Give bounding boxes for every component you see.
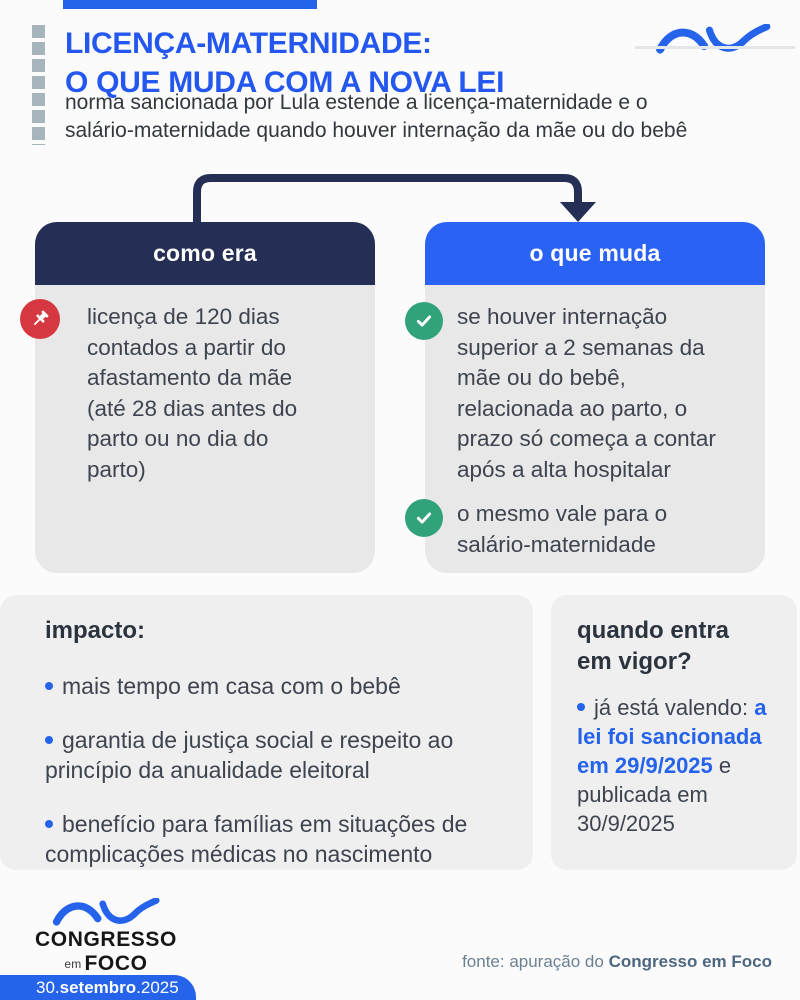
brand-name-top: CONGRESSO <box>35 928 177 951</box>
title-line-1: LICENÇA-MATERNIDADE: <box>65 27 432 60</box>
bullet-dot-icon <box>45 736 53 744</box>
card-como-era <box>35 222 375 573</box>
flow-arrow <box>150 168 620 226</box>
effective-lead: já está valendo: <box>594 695 755 720</box>
source-lead: fonte: apuração do <box>462 952 609 971</box>
list-item <box>45 671 517 701</box>
list-item <box>457 302 749 485</box>
top-accent-bar <box>63 0 317 9</box>
check-icon <box>405 499 443 537</box>
impact-bullet-3: benefício para famílias em situações de complicações médicas no nascimento <box>45 811 468 867</box>
o-que-muda-item-2: o mesmo vale para o salário-maternidade <box>457 501 668 557</box>
source-brand: Congresso em Foco <box>608 952 772 971</box>
subtitle-line-1: norma sancionada por Lula estende a licença-maternidade e o <box>65 91 648 114</box>
impact-bullet-list <box>45 671 503 869</box>
bullet-dot-icon <box>45 682 53 690</box>
source-credit <box>462 952 772 972</box>
card-o-que-muda <box>425 222 765 573</box>
impact-bullet-1: mais tempo em casa com o bebê <box>62 673 401 699</box>
date-year: .2025 <box>136 978 179 997</box>
date-ribbon <box>0 975 196 1000</box>
list-item <box>457 499 749 560</box>
brand-name-bottom <box>30 952 182 976</box>
impact-heading: impacto: <box>45 617 146 644</box>
impact-bullet-2: garantia de justiça social e respeito ao princípio da anualidade eleitoral <box>45 727 454 783</box>
effective-date-panel <box>551 595 797 870</box>
bullet-dot-icon <box>45 820 53 828</box>
bullet-dot-icon <box>577 703 585 711</box>
waves-logo-icon <box>647 24 779 54</box>
brand-foco: FOCO <box>84 952 148 975</box>
pushpin-icon <box>20 299 60 339</box>
effective-highlight: a lei foi sancionada em 29/9/2025 <box>577 695 767 778</box>
page-subtitle <box>65 89 687 145</box>
title-line-2: O QUE MUDA COM A NOVA LEI <box>65 66 505 99</box>
card-o-que-muda-body <box>425 285 765 573</box>
effective-text <box>577 693 769 838</box>
impact-panel <box>0 595 533 870</box>
card-como-era-body <box>35 285 375 573</box>
subtitle-line-2: salário-maternidade quando houver internação da mãe ou do bebê <box>65 119 688 142</box>
congresso-em-foco-logo <box>30 898 182 976</box>
card-o-que-muda-header: o que muda <box>425 222 765 285</box>
dashed-side-rule <box>32 25 45 145</box>
effective-heading: quando entra em vigor? <box>577 617 730 675</box>
list-item <box>45 809 517 869</box>
date-month: setembro <box>59 978 137 997</box>
check-icon <box>405 302 443 340</box>
card-como-era-header: como era <box>35 222 375 285</box>
logo-underline <box>635 46 795 49</box>
date-day: 30. <box>36 978 60 997</box>
effective-tail: e publicada em 30/9/2025 <box>577 753 732 836</box>
o-que-muda-item-1: se houver internação superior a 2 semanas da mãe ou do bebê, relacionada ao parto, o prazo só começa a contar após a alta hospitalar <box>457 304 716 482</box>
list-item <box>45 725 517 785</box>
brand-em: em <box>64 957 82 971</box>
waves-logo-icon <box>48 898 164 926</box>
como-era-text: licença de 120 dias contados a partir do afastamento da mãe (até 28 dias antes do parto ou no dia do parto) <box>87 304 298 482</box>
